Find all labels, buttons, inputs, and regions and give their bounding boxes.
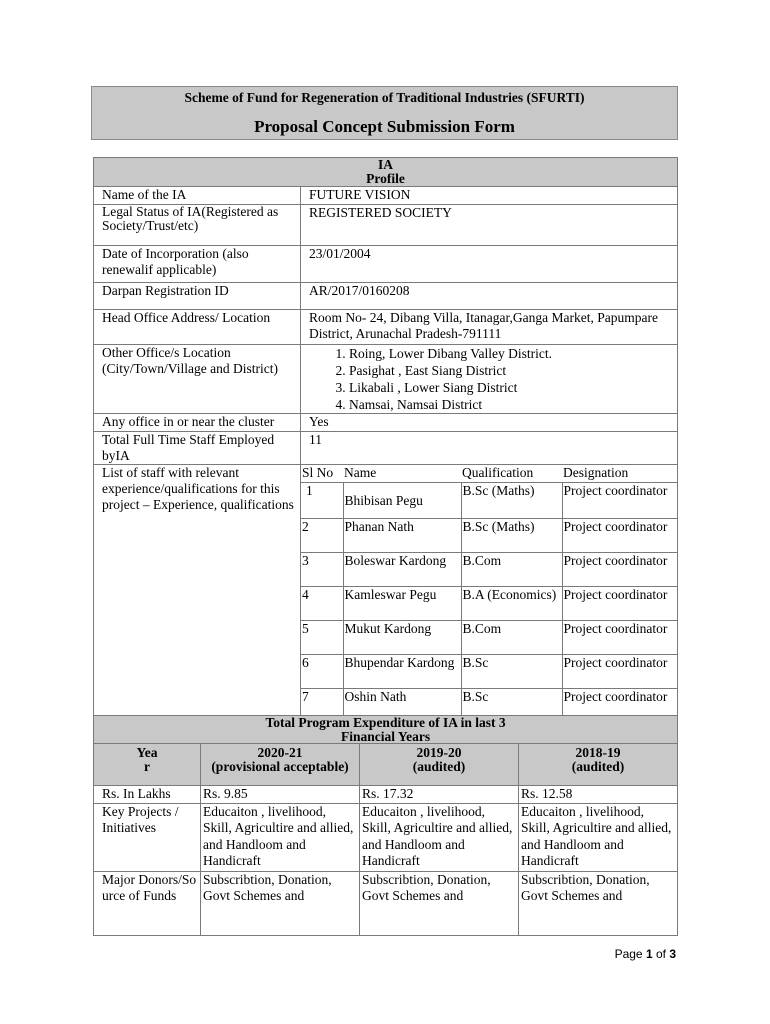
staff-header-qualification: Qualification [462, 465, 534, 480]
staff-qualification: B.A (Economics) [461, 586, 562, 620]
other-offices-label: Other Office/s Location (City/Town/Village and District) [94, 345, 301, 414]
staff-slno: 2 [301, 518, 343, 552]
scheme-title: Scheme of Fund for Regeneration of Traditional Industries (SFURTI) [184, 90, 585, 105]
staff-table [301, 465, 677, 722]
form-header [91, 86, 678, 140]
table-row [94, 786, 678, 804]
staff-header-designation: Designation [563, 465, 629, 480]
year-2018-19-header [519, 744, 678, 786]
donors-2018-19: Subscribtion, Donation, Govt Schemes and [519, 871, 678, 935]
staff-name: Boleswar Kardong [343, 552, 461, 586]
expenditure-band-line1: Total Program Expenditure of IA in last 3 [265, 715, 506, 730]
staff-qualification: B.Sc (Maths) [461, 518, 562, 552]
ia-name-value: FUTURE VISION [301, 187, 678, 205]
darpan-id-label: Darpan Registration ID [94, 283, 301, 310]
staff-slno: 5 [301, 620, 343, 654]
legal-status-label: Legal Status of IA(Registered as Society/Trust/etc) [94, 205, 301, 246]
year-header-line1: Yea [136, 745, 158, 760]
staff-designation: Project coordinator [562, 482, 677, 518]
ia-profile-table [93, 157, 678, 723]
head-office-value: Room No- 24, Dibang Villa, Itanagar,Ganga Market, Papumpare District, Arunachal Pradesh-791111 [301, 310, 678, 345]
amount-2019-20: Rs. 17.32 [360, 786, 519, 804]
staff-slno: 4 [301, 586, 343, 620]
donors-2019-20: Subscribtion, Donation, Govt Schemes and [360, 871, 519, 935]
legal-status-value: REGISTERED SOCIETY [301, 205, 678, 246]
cluster-office-label: Any office in or near the cluster [94, 414, 301, 432]
key-projects-label: Key Projects / Initiatives [94, 803, 201, 871]
staff-slno: 6 [301, 654, 343, 688]
staff-designation: Project coordinator [562, 620, 677, 654]
page-total: 3 [669, 947, 676, 961]
year-note: (audited) [412, 758, 466, 774]
form-title: Proposal Concept Submission Form [254, 117, 515, 136]
amount-row-label: Rs. In Lakhs [94, 786, 201, 804]
incorporation-date-label: Date of Incorporation (also renewalif applicable) [94, 246, 301, 283]
year-note: (audited) [571, 758, 625, 774]
staff-slno: 1 [301, 482, 343, 518]
darpan-id-value: AR/2017/0160208 [301, 283, 678, 310]
staff-slno: 7 [301, 688, 343, 722]
staff-header-slno: Sl No [302, 465, 334, 480]
staff-qualification: B.Sc [461, 654, 562, 688]
year-2019-20-header [360, 744, 519, 786]
amount-2018-19: Rs. 12.58 [519, 786, 678, 804]
key-projects-2020-21: Educaiton , livelihood, Skill, Agricultire and allied, and Handloom and Handicraft [201, 803, 360, 871]
table-row [301, 654, 677, 688]
year-header-line2: r [144, 758, 150, 774]
page-number: 1 [645, 947, 653, 961]
staff-qualification: B.Sc [461, 688, 562, 722]
staff-name: Oshin Nath [343, 688, 461, 722]
staff-name: Kamleswar Pegu [343, 586, 461, 620]
table-row [94, 803, 678, 871]
staff-designation: Project coordinator [562, 654, 677, 688]
table-row [94, 871, 678, 935]
staff-name: Mukut Kardong [343, 620, 461, 654]
cluster-office-value: Yes [301, 414, 678, 432]
staff-name: Phanan Nath [343, 518, 461, 552]
page-of: of [652, 947, 670, 961]
staff-name: Bhibisan Pegu [343, 482, 461, 518]
staff-qualification: B.Com [461, 552, 562, 586]
other-offices-list [301, 345, 675, 413]
amount-2020-21: Rs. 9.85 [201, 786, 360, 804]
staff-slno: 3 [301, 552, 343, 586]
list-item: 3. Likabali , Lower Siang District [349, 379, 675, 396]
table-row [301, 482, 677, 518]
staff-qualification: B.Sc (Maths) [461, 482, 562, 518]
list-item: 1. Roing, Lower Dibang Valley District. [349, 345, 675, 362]
profile-band [94, 158, 678, 187]
incorporation-date-value: 23/01/2004 [301, 246, 678, 283]
page-footer [615, 947, 676, 961]
table-row [301, 552, 677, 586]
donors-label: Major Donors/Source of Funds [94, 871, 201, 935]
year-2020-21-header [201, 744, 360, 786]
year-label: 2018-19 [575, 745, 621, 760]
page-prefix: Page [614, 947, 646, 961]
table-row [301, 586, 677, 620]
staff-designation: Project coordinator [562, 688, 677, 722]
year-label: 2019-20 [416, 745, 462, 760]
profile-band-line2: Profile [366, 171, 405, 186]
list-item: 4. Namsai, Namsai District [349, 396, 675, 413]
staff-designation: Project coordinator [562, 552, 677, 586]
year-header [94, 744, 201, 786]
profile-band-line1: IA [378, 157, 394, 172]
donors-2020-21: Subscribtion, Donation, Govt Schemes and [201, 871, 360, 935]
list-item: 2. Pasighat , East Siang District [349, 362, 675, 379]
key-projects-2019-20: Educaiton , livelihood, Skill, Agricultire and allied, and Handloom and Handicraft [360, 803, 519, 871]
full-time-staff-value: 11 [301, 432, 678, 465]
expenditure-table [93, 715, 678, 936]
ia-name-label: Name of the IA [94, 187, 301, 205]
staff-qualification: B.Com [461, 620, 562, 654]
staff-header-name: Name [344, 465, 377, 480]
year-label: 2020-21 [257, 745, 303, 760]
table-row [301, 518, 677, 552]
staff-designation: Project coordinator [562, 586, 677, 620]
staff-list-label: List of staff with relevant experience/qualifications for this project – Experience, qualifications [94, 465, 301, 723]
year-note: (provisional acceptable) [211, 758, 349, 774]
full-time-staff-label: Total Full Time Staff Employed byIA [94, 432, 301, 465]
expenditure-band-line2: Financial Years [340, 728, 431, 744]
staff-designation: Project coordinator [562, 518, 677, 552]
expenditure-band [94, 716, 678, 744]
table-row [301, 620, 677, 654]
head-office-label: Head Office Address/ Location [94, 310, 301, 345]
key-projects-2018-19: Educaiton , livelihood, Skill, Agricultire and allied, and Handloom and Handicraft [519, 803, 678, 871]
staff-name: Bhupendar Kardong [343, 654, 461, 688]
